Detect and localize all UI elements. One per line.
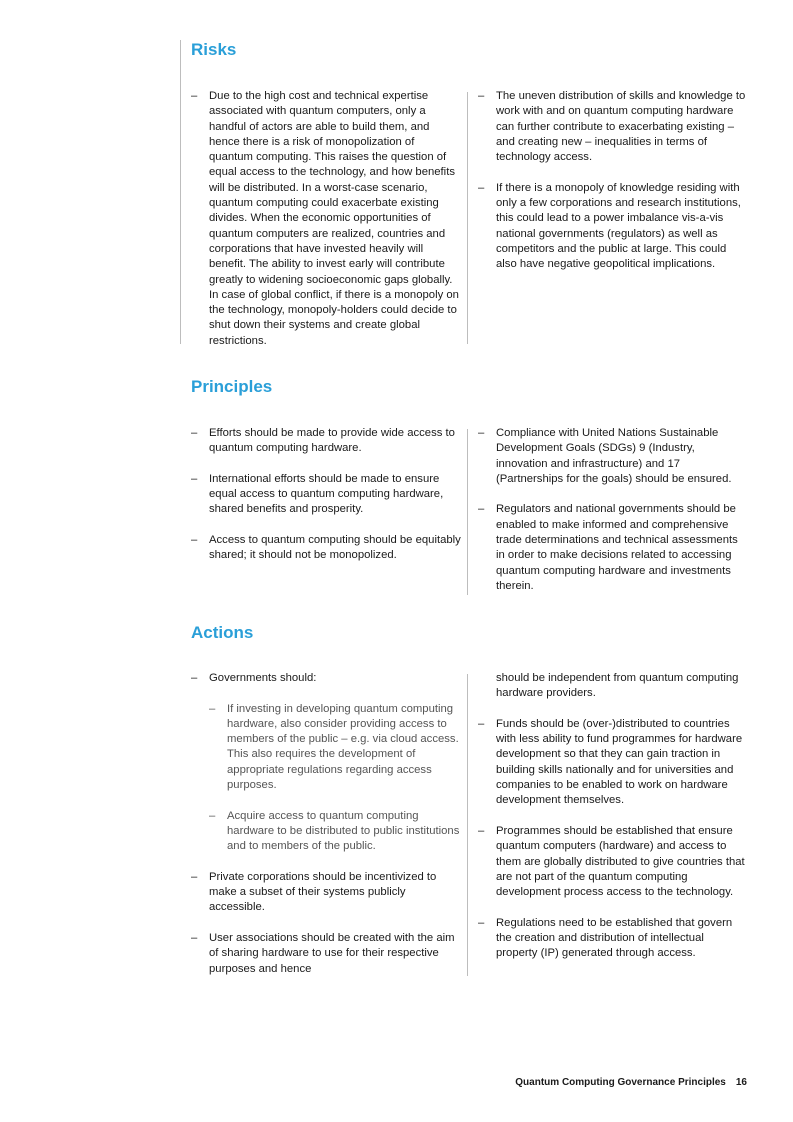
list-item: – User associations should be created with the aim of sharing hardware to use for their respective purposes and hence xyxy=(191,932,455,975)
risks-right-column xyxy=(478,89,748,288)
risks-left-column xyxy=(191,89,461,364)
risks-heading: Risks xyxy=(191,40,237,59)
left-margin-rule xyxy=(180,40,181,344)
principles-heading: Principles xyxy=(191,377,273,396)
list-item: – Regulators and national governments should be enabled to make informed and comprehensive trade determinations and technical assessments in order to make decisions related to accessing quantum computing hardware and investments therein. xyxy=(478,503,738,592)
list-item-continuation: should be independent from quantum computing hardware providers. xyxy=(496,672,739,700)
list-item: – The uneven distribution of skills and knowledge to work with and on quantum computing hardware can further contribute to exacerbating existing – and creating new – inequalities in terms of technology access. xyxy=(478,90,746,164)
list-item: – International efforts should be made to ensure equal access to quantum computing hardware, shared benefits and prosperity. xyxy=(191,472,444,516)
list-item: – Funds should be (over-)distributed to countries with less ability to fund programmes for hardware development so that they can gain traction in building skills nationally and for universities and companies to be enabled to work on hardware development themselves. xyxy=(478,717,743,807)
list-item: – Regulations need to be established that govern the creation and distribution of intellectual property (IP) generated through access. xyxy=(478,916,733,960)
actions-right-column xyxy=(478,671,748,977)
sub-list-item: – Acquire access to quantum computing hardware to be distributed to public institutions and to members of the public. xyxy=(209,809,460,853)
list-item: – Access to quantum computing should be equitably shared; it should not be monopolized. xyxy=(191,534,461,562)
column-divider-actions xyxy=(467,674,468,976)
footer-title: Quantum Computing Governance Principles xyxy=(515,1077,726,1088)
principles-left-column xyxy=(191,426,461,579)
list-item: – Due to the high cost and technical expertise associated with quantum computers, only a handful of actors are able to build them, and hence there is a risk of monopolization of quantum computing. This raises the question of equal access to the technology, and how benefits will be distributed. In a worst-case scenario, quantum computing could exacerbate existing divides. When the economic opportunities of quantum computers are realized, countries and corporations that have invested heavily will benefit. The ability to invest early will contribute greatly to widening socioeconomic gaps globally. In case of global conflict, if there is a monopoly on the technology, monopoly-holders could decide to shut down their systems and create global restrictions. xyxy=(191,90,459,347)
list-item: – Private corporations should be incentivized to make a subset of their systems publicly accessible. xyxy=(191,870,437,914)
principles-right-column xyxy=(478,426,748,610)
list-item: – Programmes should be established that ensure quantum computers (hardware) and access to them are globally distributed to give countries that are not part of the quantum computing development process access to the technology. xyxy=(478,824,745,899)
page-footer xyxy=(300,1077,747,1089)
list-item: – Compliance with United Nations Sustainable Development Goals (SDGs) 9 (Industry, innovation and infrastructure) and 17 (Partnerships for the goals) should be ensured. xyxy=(478,427,732,485)
list-item: – Governments should: xyxy=(191,672,317,684)
page-number: 16 xyxy=(735,1077,747,1088)
list-item: – If there is a monopoly of knowledge residing with only a few corporations and research institutions, this could lead to a power imbalance vis-a-vis national governments (regulators) as well as competitors and the public at large. This could also have negative geopolitical implications. xyxy=(478,181,741,271)
list-item: – Efforts should be made to provide wide access to quantum computing hardware. xyxy=(191,427,455,455)
actions-heading: Actions xyxy=(191,623,254,642)
actions-left-column xyxy=(191,671,461,992)
column-divider-risks xyxy=(467,92,468,344)
sub-list-item: – If investing in developing quantum computing hardware, also consider providing access to members of the public – e.g. via cloud access. This also requires the development of appropriate regulations regarding access purposes. xyxy=(209,702,459,792)
column-divider-principles xyxy=(467,429,468,595)
